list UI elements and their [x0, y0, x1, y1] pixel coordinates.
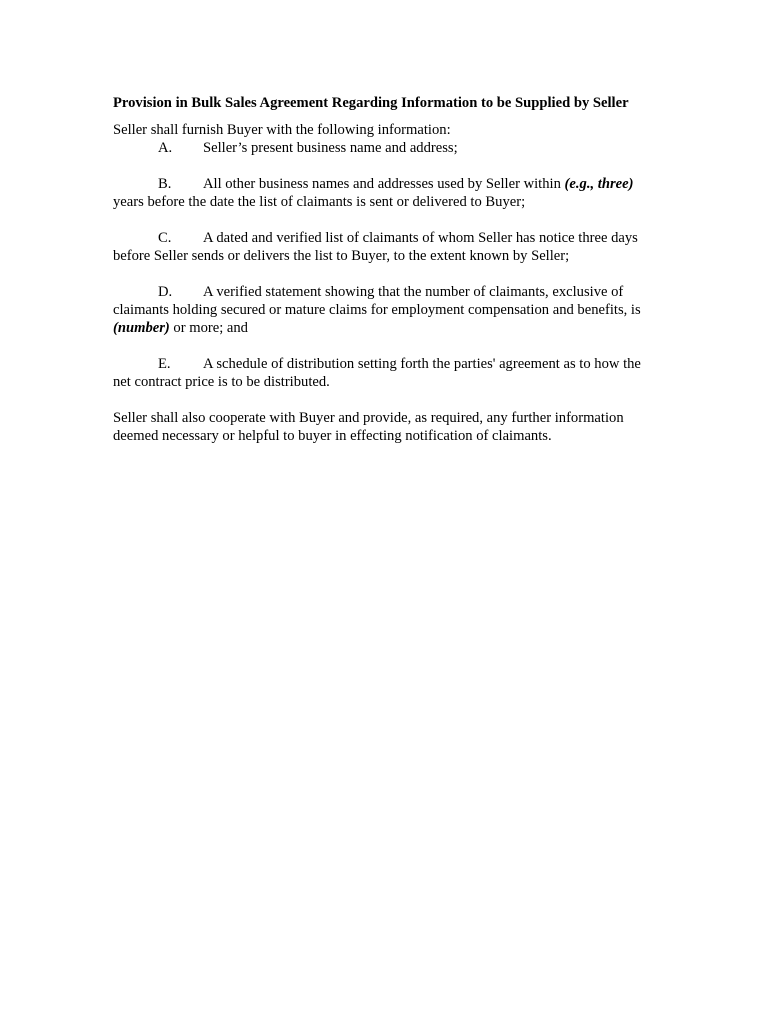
list-item-e [113, 355, 658, 391]
item-letter-c: C. [158, 230, 172, 246]
list-item-a [113, 139, 658, 157]
item-letter-e: E. [158, 356, 171, 372]
document-body [113, 94, 658, 445]
closing-paragraph: Seller shall also cooperate with Buyer and provide, as required, any further information deemed necessary or helpful to buyer in effecting notification of claimants. [113, 410, 624, 444]
document-title: Provision in Bulk Sales Agreement Regarding Information to be Supplied by Seller [113, 95, 629, 111]
list-item-b [113, 175, 658, 211]
item-letter-d: D. [158, 284, 173, 300]
list-item-c [113, 229, 658, 265]
item-b-placeholder: (e.g., three) [564, 176, 634, 192]
item-d-placeholder: (number) [113, 320, 170, 336]
item-letter-b: B. [158, 176, 172, 192]
item-text-a: Seller’s present business name and address; [203, 140, 458, 156]
item-text-c: A dated and verified list of claimants of whom Seller has notice three days before Seller sends or delivers the list to Buyer, to the extent known by Seller; [113, 230, 638, 264]
item-letter-a: A. [158, 140, 173, 156]
item-text-d-after: or more; and [169, 320, 248, 336]
item-text-b-before: All other business names and addresses used by Seller within [203, 176, 565, 192]
item-text-d-before: A verified statement showing that the number of claimants, exclusive of claimants holding secured or mature claims for employment compensation and benefits, is [113, 284, 641, 318]
list-item-d [113, 283, 658, 337]
item-text-e: A schedule of distribution setting forth the parties' agreement as to how the net contract price is to be distributed. [113, 356, 641, 390]
item-text-b-after: years before the date the list of claimants is sent or delivered to Buyer; [113, 194, 526, 210]
intro-paragraph: Seller shall furnish Buyer with the following information: [113, 122, 451, 138]
